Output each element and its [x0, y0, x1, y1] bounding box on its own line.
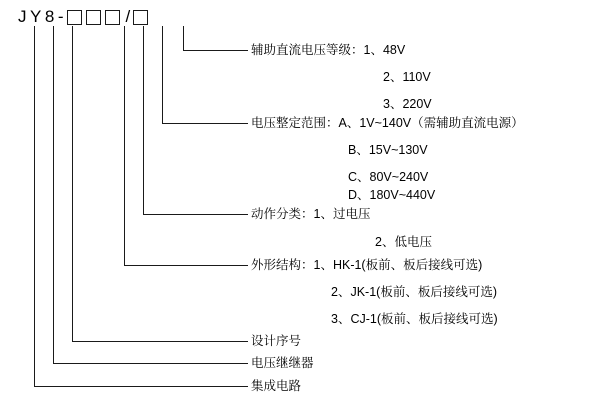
label-shape-structure-title: 外形结构：1、HK-1(板前、板后接线可选)	[251, 258, 483, 272]
leader-vline-shape-structure	[124, 26, 125, 265]
code-dash: -	[57, 7, 64, 26]
leader-hline-shape-structure	[124, 265, 248, 266]
label-voltage-range-item-1: B、15V~130V	[348, 143, 428, 157]
leader-hline-integrated-circuit	[34, 386, 248, 387]
label-integrated-circuit: 集成电路	[251, 379, 302, 393]
code-box-1	[67, 10, 82, 25]
code-char-3: 8	[44, 7, 55, 26]
label-shape-structure-item-2: 3、CJ-1(板前、板后接线可选)	[331, 312, 498, 326]
leader-vline-action-type	[143, 26, 144, 214]
leader-hline-action-type	[143, 214, 248, 215]
label-action-type-title: 动作分类：1、过电压	[251, 207, 371, 221]
leader-hline-design-serial	[72, 341, 248, 342]
label-aux-dc-voltage-item-2: 3、220V	[383, 97, 432, 111]
label-aux-dc-voltage-item-1: 2、110V	[383, 70, 431, 84]
leader-vline-aux-dc	[183, 26, 184, 50]
code-slash: /	[125, 7, 131, 26]
code-box-2	[86, 10, 101, 25]
code-box-4	[133, 10, 148, 25]
label-voltage-range-item-3: D、180V~440V	[348, 188, 436, 202]
leader-hline-aux-dc	[183, 50, 248, 51]
label-shape-structure-item-1: 2、JK-1(板前、板后接线可选)	[331, 285, 497, 299]
model-code	[18, 4, 152, 30]
leader-vline-integrated-circuit	[34, 26, 35, 386]
leader-vline-design-serial	[72, 26, 73, 341]
code-char-2: Y	[30, 7, 42, 26]
leader-vline-relay-type	[53, 26, 54, 363]
label-relay-type: 电压继继器	[251, 356, 314, 370]
label-voltage-range-item-2: C、80V~240V	[348, 170, 429, 184]
leader-hline-relay-type	[53, 363, 248, 364]
code-box-3	[105, 10, 120, 25]
label-action-type-item-1: 2、低电压	[375, 235, 432, 249]
label-aux-dc-voltage-title: 辅助直流电压等级：1、48V	[251, 43, 406, 57]
leader-hline-voltage-range	[162, 123, 248, 124]
code-char-1: J	[18, 7, 27, 26]
label-voltage-range-title: 电压整定范围：A、1V~140V（需辅助直流电源）	[251, 116, 524, 130]
label-design-serial: 设计序号	[251, 334, 302, 348]
leader-vline-voltage-range	[162, 26, 163, 123]
